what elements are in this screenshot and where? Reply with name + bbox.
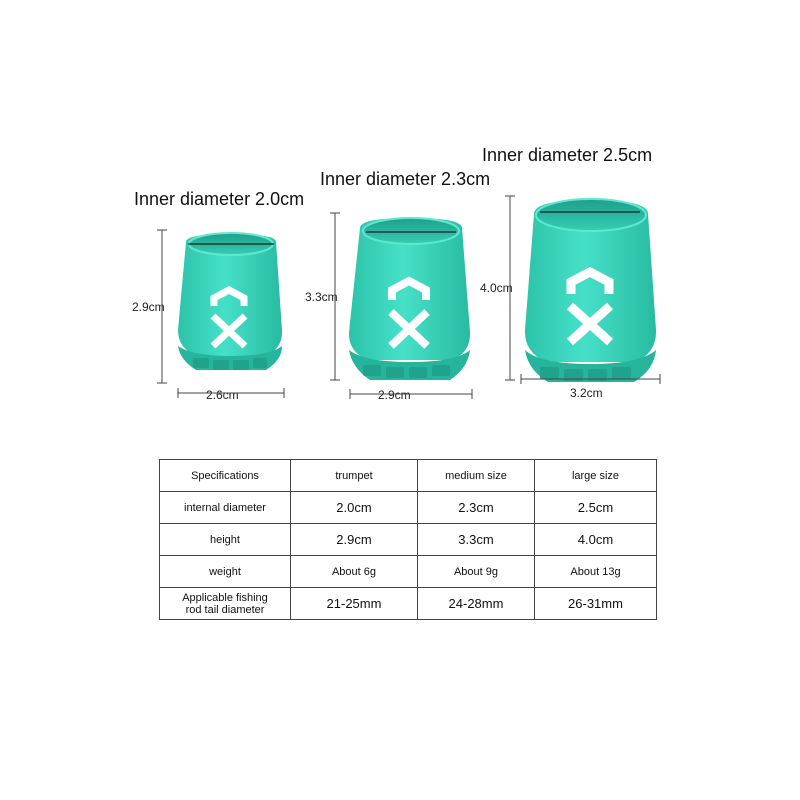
table-cell: 3.3cm [418, 524, 535, 556]
table-row [160, 588, 657, 620]
medium-inner-diameter-label: Inner diameter 2.3cm [320, 169, 491, 189]
small-height-label: 2.9cm [132, 300, 165, 314]
table-cell: 2.9cm [291, 524, 418, 556]
table-cell: 2.0cm [291, 492, 418, 524]
large-width-label: 3.2cm [570, 386, 603, 400]
row-label [160, 588, 291, 620]
small-rod-cap [178, 233, 282, 370]
table-cell: About 9g [418, 556, 535, 588]
row-label-line: Applicable fishing [182, 591, 268, 604]
small-width-label: 2.6cm [206, 388, 239, 402]
table-cell: 2.5cm [535, 492, 657, 524]
small-inner-diameter-label: Inner diameter 2.0cm [134, 189, 305, 209]
medium-width-label: 2.9cm [378, 388, 411, 402]
table-cell: 4.0cm [535, 524, 657, 556]
specifications-table [159, 459, 657, 620]
header-medium-size: medium size [418, 460, 535, 492]
large-height-label: 4.0cm [480, 281, 513, 295]
row-label: internal diameter [160, 492, 291, 524]
table-row [160, 492, 657, 524]
row-label: height [160, 524, 291, 556]
table-cell: 21-25mm [291, 588, 418, 620]
medium-height-label: 3.3cm [305, 290, 338, 304]
table-row [160, 524, 657, 556]
table-cell: About 6g [291, 556, 418, 588]
row-label: weight [160, 556, 291, 588]
header-large-size: large size [535, 460, 657, 492]
table-header-row [160, 460, 657, 492]
table-cell: 2.3cm [418, 492, 535, 524]
medium-rod-cap [349, 218, 470, 380]
header-trumpet: trumpet [291, 460, 418, 492]
large-rod-cap [525, 199, 656, 382]
table-row [160, 556, 657, 588]
large-inner-diameter-label: Inner diameter 2.5cm [482, 145, 653, 165]
row-label-line: rod tail diameter [185, 603, 265, 616]
table-cell: 26-31mm [535, 588, 657, 620]
header-specifications: Specifications [160, 460, 291, 492]
table-cell: 24-28mm [418, 588, 535, 620]
table-cell: About 13g [535, 556, 657, 588]
